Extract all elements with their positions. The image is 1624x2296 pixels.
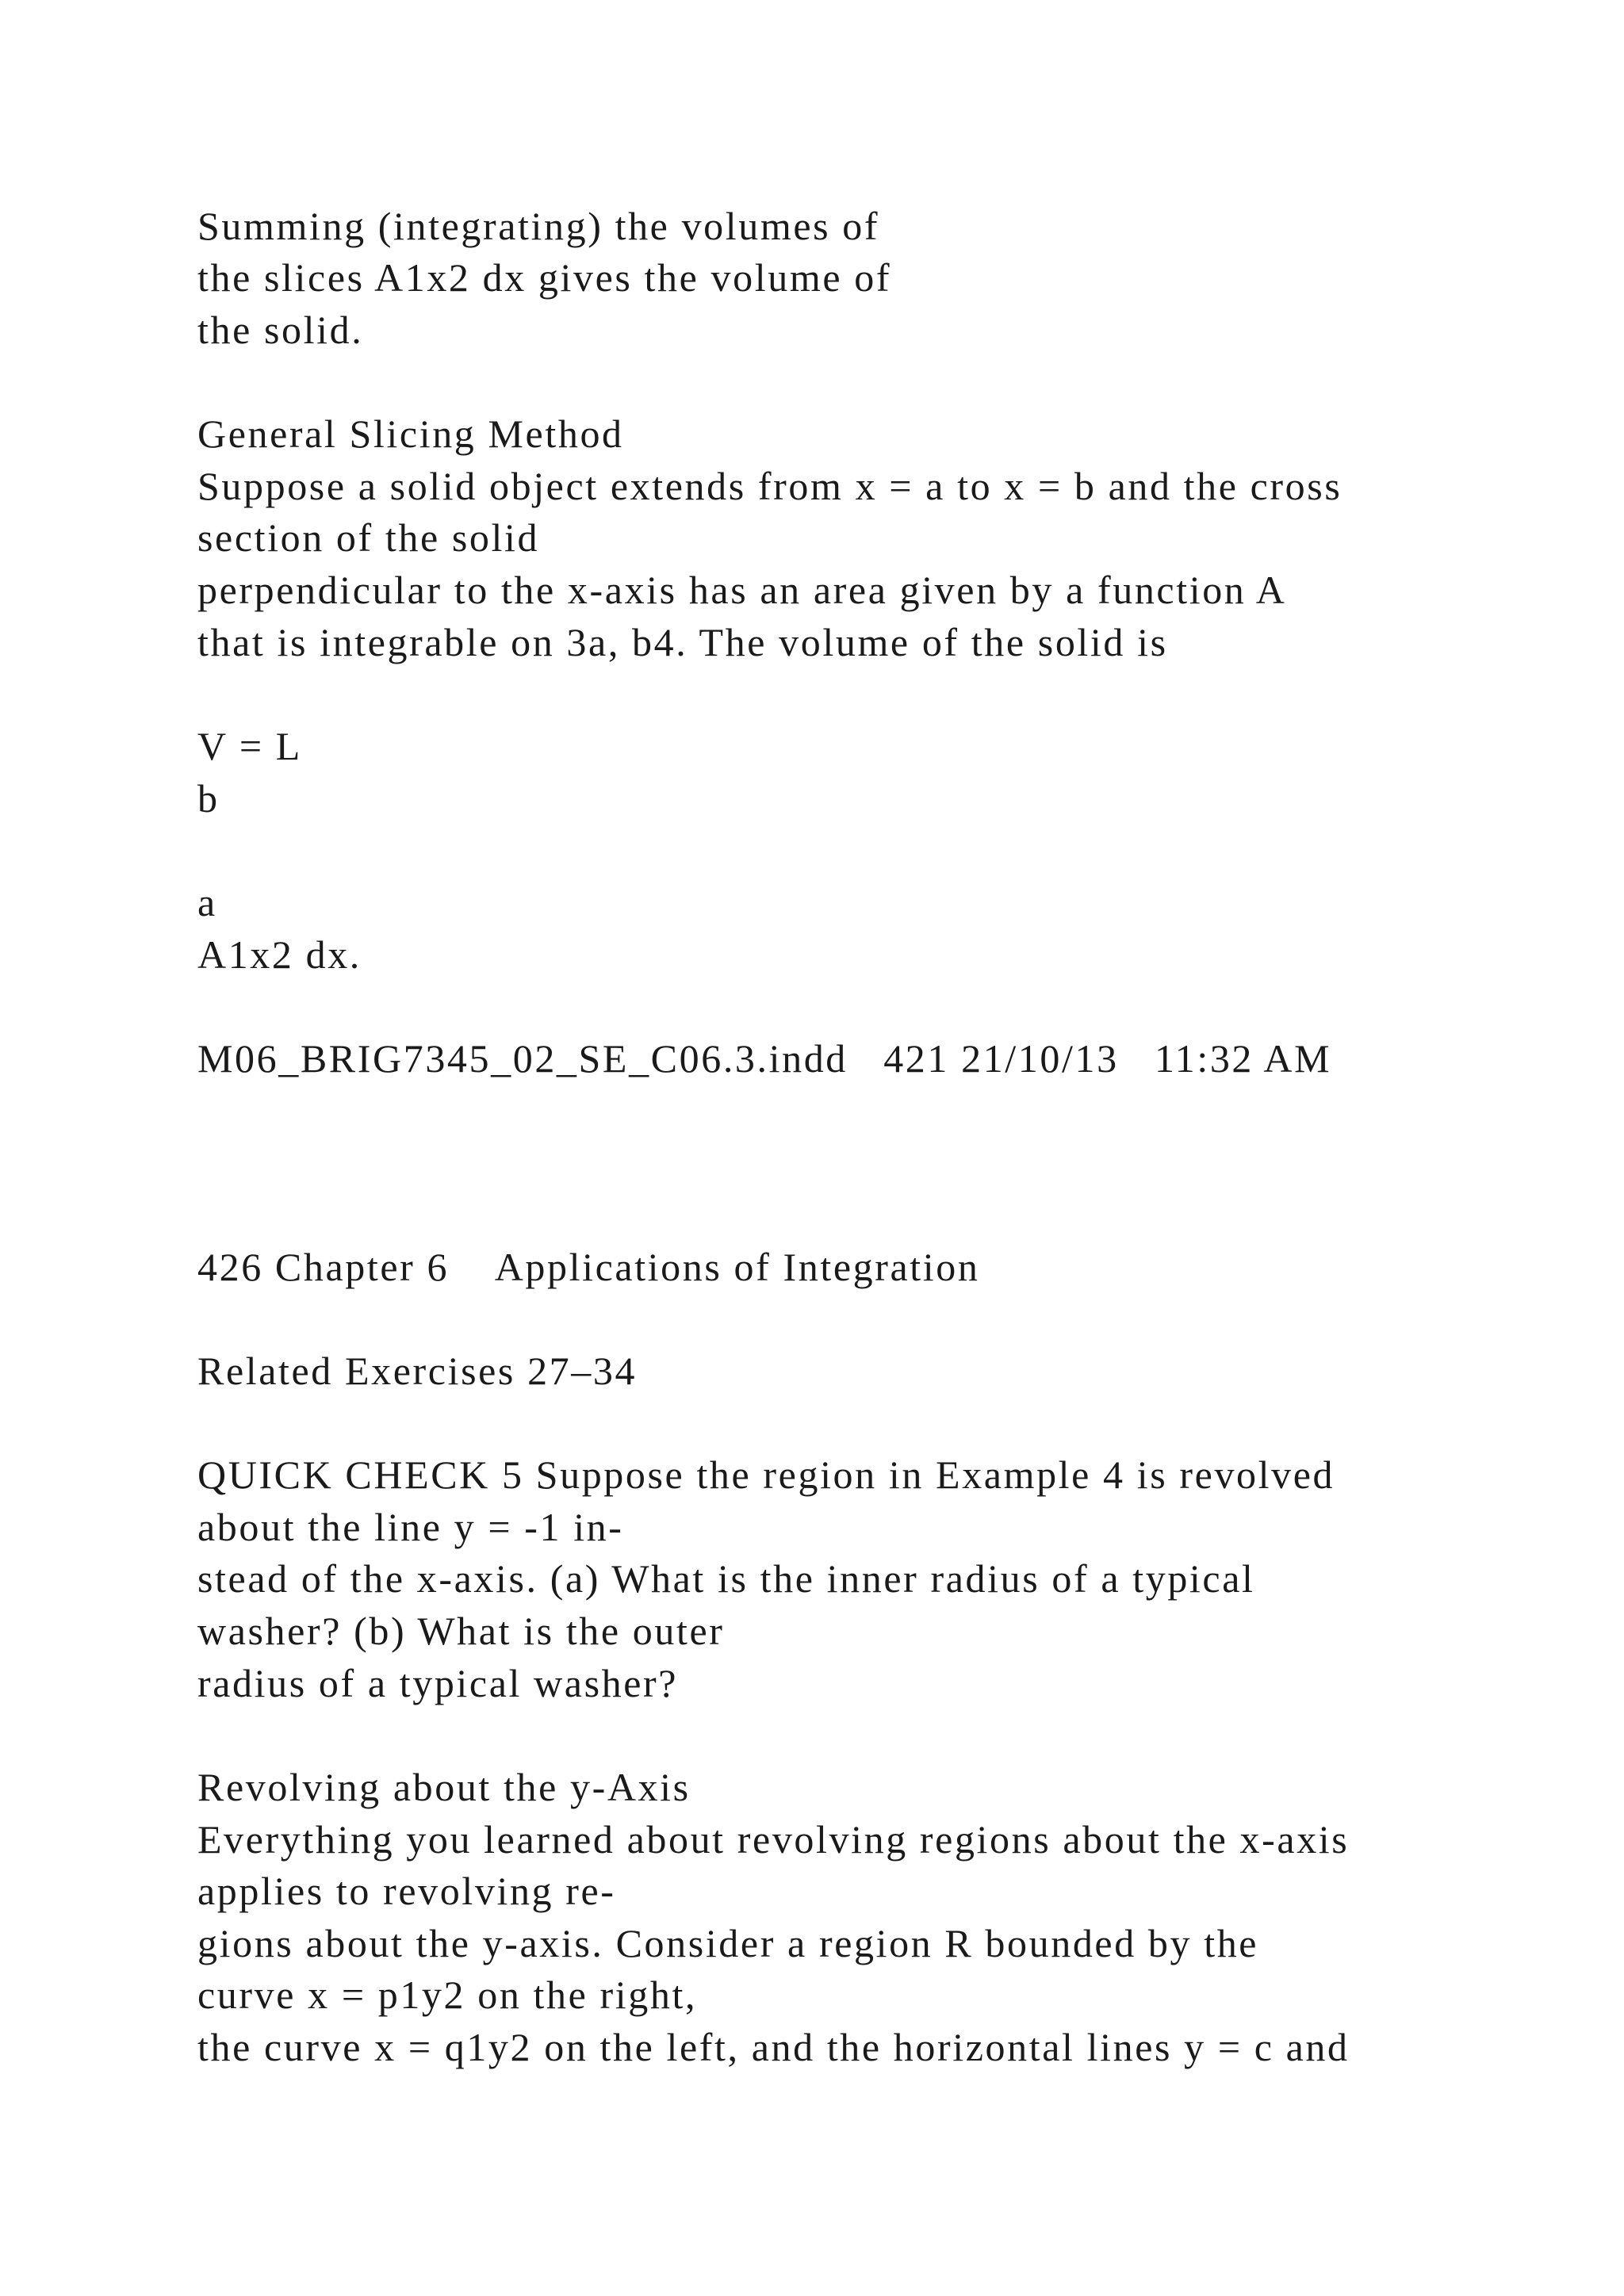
text-line: applies to revolving re- [197, 1869, 616, 1913]
text-line: Suppose a solid object extends from x = a to x = b and the cross [197, 464, 1342, 508]
text-line: gions about the y-axis. Consider a region R bounded by the [197, 1921, 1259, 1965]
text-line: perpendicular to the x-axis has an area given by a function A [197, 568, 1287, 612]
text-line: Everything you learned about revolving regions about the x-axis [197, 1817, 1350, 1862]
text-line: stead of the x-axis. (a) What is the inner radius of a typical [197, 1556, 1255, 1601]
text-line: that is integrable on 3a, b4. The volume of the solid is [197, 620, 1168, 664]
formula-line: b [197, 776, 220, 821]
text-line: section of the solid [197, 515, 540, 560]
text-line: curve x = p1y2 on the right, [197, 1973, 698, 2017]
text-line: radius of a typical washer? [197, 1661, 679, 1705]
formula-line: V = L [197, 724, 302, 768]
text-line: washer? (b) What is the outer [197, 1609, 725, 1653]
text-line: about the line y = -1 in- [197, 1505, 624, 1549]
chapter-header: 426 Chapter 6 Applications of Integration [197, 1245, 980, 1289]
text-line: Summing (integrating) the volumes of [197, 204, 880, 248]
file-info-line: M06_BRIG7345_02_SE_C06.3.indd 421 21/10/13 11:32 AM [197, 1036, 1332, 1081]
formula-line: a [197, 880, 217, 924]
text-line: the slices A1x2 dx gives the volume of [197, 255, 892, 300]
formula-line: A1x2 dx. [197, 932, 362, 977]
related-exercises: Related Exercises 27–34 [197, 1349, 638, 1393]
text-line: the solid. [197, 308, 364, 352]
section-heading: General Slicing Method [197, 411, 624, 456]
section-heading: Revolving about the y-Axis [197, 1765, 691, 1809]
quick-check-line: QUICK CHECK 5 Suppose the region in Example 4 is revolved [197, 1452, 1335, 1497]
text-line: the curve x = q1y2 on the left, and the horizontal lines y = c and [197, 2025, 1350, 2069]
